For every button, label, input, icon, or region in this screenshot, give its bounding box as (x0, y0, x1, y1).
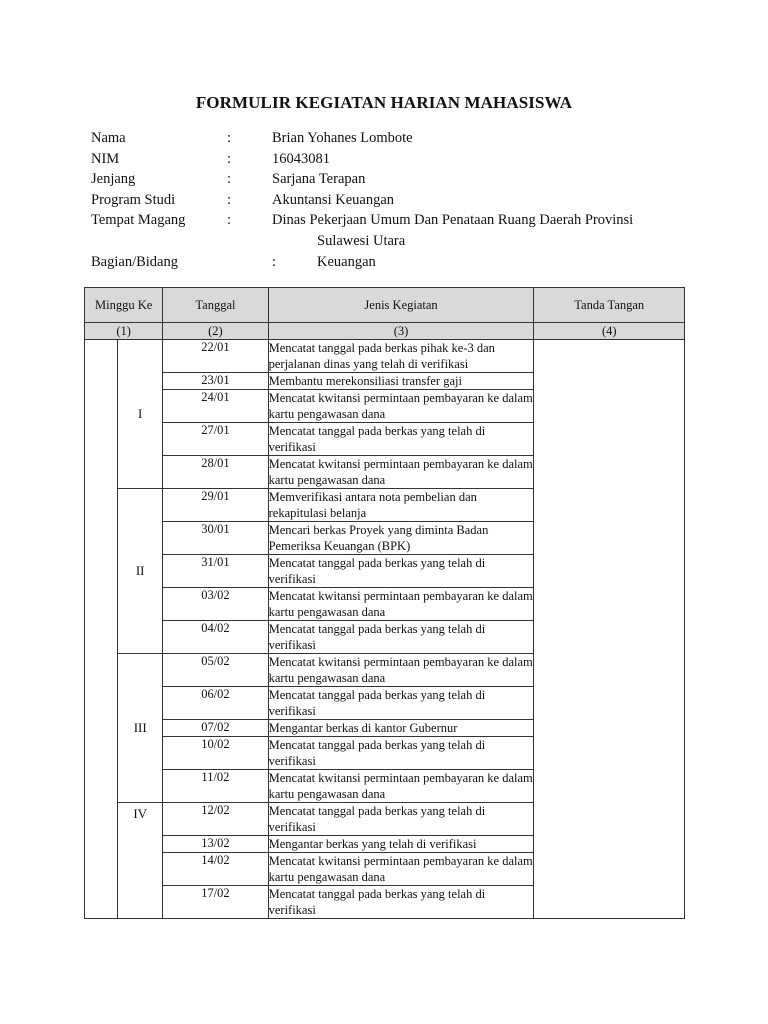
info-value: Keuangan (317, 253, 376, 270)
info-value: Dinas Pekerjaan Umum Dan Penataan Ruang Daerah Provinsi (272, 212, 634, 229)
date-cell: 29/01 (163, 489, 268, 522)
info-label: NIM (91, 150, 120, 167)
week-label-cell: III (118, 654, 163, 803)
header-number: (1) (85, 323, 163, 340)
info-label: Bagian/Bidang (91, 253, 178, 270)
date-cell: 03/02 (163, 588, 268, 621)
date-cell: 06/02 (163, 687, 268, 720)
activity-cell: Mencatat tanggal pada berkas pihak ke-3 dan perjalanan dinas yang telah di verifikasi (268, 340, 534, 373)
week-label-cell: II (118, 489, 163, 654)
date-cell: 10/02 (163, 737, 268, 770)
info-row-place-cont (91, 231, 691, 252)
student-info (91, 128, 691, 272)
header-date: Tanggal (163, 288, 268, 323)
date-cell: 14/02 (163, 853, 268, 886)
info-separator: : (227, 212, 232, 229)
info-row-program (91, 190, 691, 211)
date-cell: 07/02 (163, 720, 268, 737)
info-label: Program Studi (91, 191, 176, 208)
info-label: Tempat Magang (91, 212, 186, 229)
info-label: Jenjang (91, 171, 136, 188)
activity-table (84, 287, 685, 919)
info-row-division (91, 252, 691, 273)
week-label-cell: I (118, 340, 163, 489)
activity-cell: Mencatat tanggal pada berkas yang telah di verifikasi (268, 737, 534, 770)
activity-cell: Mengantar berkas yang telah di verifikasi (268, 836, 534, 853)
info-separator: : (227, 150, 232, 167)
activity-cell: Mencari berkas Proyek yang diminta Badan Pemeriksa Keuangan (BPK) (268, 522, 534, 555)
date-cell: 11/02 (163, 770, 268, 803)
header-number: (3) (268, 323, 534, 340)
activity-cell: Mencatat kwitansi permintaan pembayaran ke dalam kartu pengawasan dana (268, 391, 533, 421)
header-activity: Jenis Kegiatan (268, 288, 534, 323)
info-separator: : (272, 253, 277, 270)
date-cell: 31/01 (163, 555, 268, 588)
activity-cell: Mencatat kwitansi permintaan pembayaran ke dalam kartu pengawasan dana (268, 854, 533, 884)
activity-cell: Mencatat tanggal pada berkas yang telah di verifikasi (268, 803, 534, 836)
info-value: Brian Yohanes Lombote (272, 130, 413, 146)
blank-column-cell (85, 340, 118, 919)
activity-cell: Mencatat tanggal pada berkas yang telah di verifikasi (268, 687, 534, 720)
info-row-nim (91, 149, 691, 170)
activity-cell: Mencatat tanggal pada berkas yang telah di verifikasi (268, 621, 534, 654)
date-cell: 13/02 (163, 836, 268, 853)
activity-cell: Memverifikasi antara nota pembelian dan rekapitulasi belanja (268, 489, 534, 522)
date-cell: 22/01 (163, 340, 268, 373)
info-value: Sarjana Terapan (272, 171, 366, 188)
date-cell: 24/01 (163, 390, 268, 423)
date-cell: 05/02 (163, 654, 268, 687)
activity-cell: Mencatat tanggal pada berkas yang telah di verifikasi (268, 423, 534, 456)
header-number: (2) (163, 323, 268, 340)
info-label: Nama (91, 130, 126, 146)
activity-cell: Mengantar berkas di kantor Gubernur (268, 720, 534, 737)
date-cell: 28/01 (163, 456, 268, 489)
info-value: 16043081 (272, 150, 330, 167)
date-cell: 23/01 (163, 373, 268, 390)
header-number: (4) (534, 323, 685, 340)
date-cell: 17/02 (163, 886, 268, 919)
table-header-row (85, 288, 685, 323)
activity-cell: Mencatat tanggal pada berkas yang telah di verifikasi (268, 555, 534, 588)
activity-cell: Mencatat kwitansi permintaan pembayaran ke dalam kartu pengawasan dana (268, 771, 533, 801)
page-title: FORMULIR KEGIATAN HARIAN MAHASISWA (195, 93, 573, 112)
activity-cell: Mencatat tanggal pada berkas yang telah di verifikasi (268, 886, 534, 919)
date-cell: 30/01 (163, 522, 268, 555)
info-value: Akuntansi Keuangan (272, 191, 395, 208)
table-row (85, 340, 685, 373)
table-body (85, 340, 685, 919)
info-separator: : (227, 171, 232, 188)
info-row-name (91, 128, 691, 149)
header-signature: Tanda Tangan (534, 288, 685, 323)
week-label-cell: IV (118, 803, 163, 919)
header-week: Minggu Ke (85, 288, 163, 323)
info-value: Sulawesi Utara (317, 232, 406, 249)
date-cell: 27/01 (163, 423, 268, 456)
date-cell: 04/02 (163, 621, 268, 654)
activity-cell: Mencatat kwitansi permintaan pembayaran ke dalam kartu pengawasan dana (268, 589, 533, 619)
date-cell: 12/02 (163, 803, 268, 836)
table-number-row (85, 323, 685, 340)
activity-cell: Mencatat kwitansi permintaan pembayaran ke dalam kartu pengawasan dana (268, 655, 533, 685)
info-row-level (91, 169, 691, 190)
info-separator: : (227, 191, 232, 208)
activity-cell: Membantu merekonsiliasi transfer gaji (268, 373, 534, 390)
signature-cell (534, 340, 685, 919)
info-separator: : (227, 130, 232, 146)
info-row-place (91, 210, 691, 231)
activity-cell: Mencatat kwitansi permintaan pembayaran ke dalam kartu pengawasan dana (268, 457, 533, 487)
